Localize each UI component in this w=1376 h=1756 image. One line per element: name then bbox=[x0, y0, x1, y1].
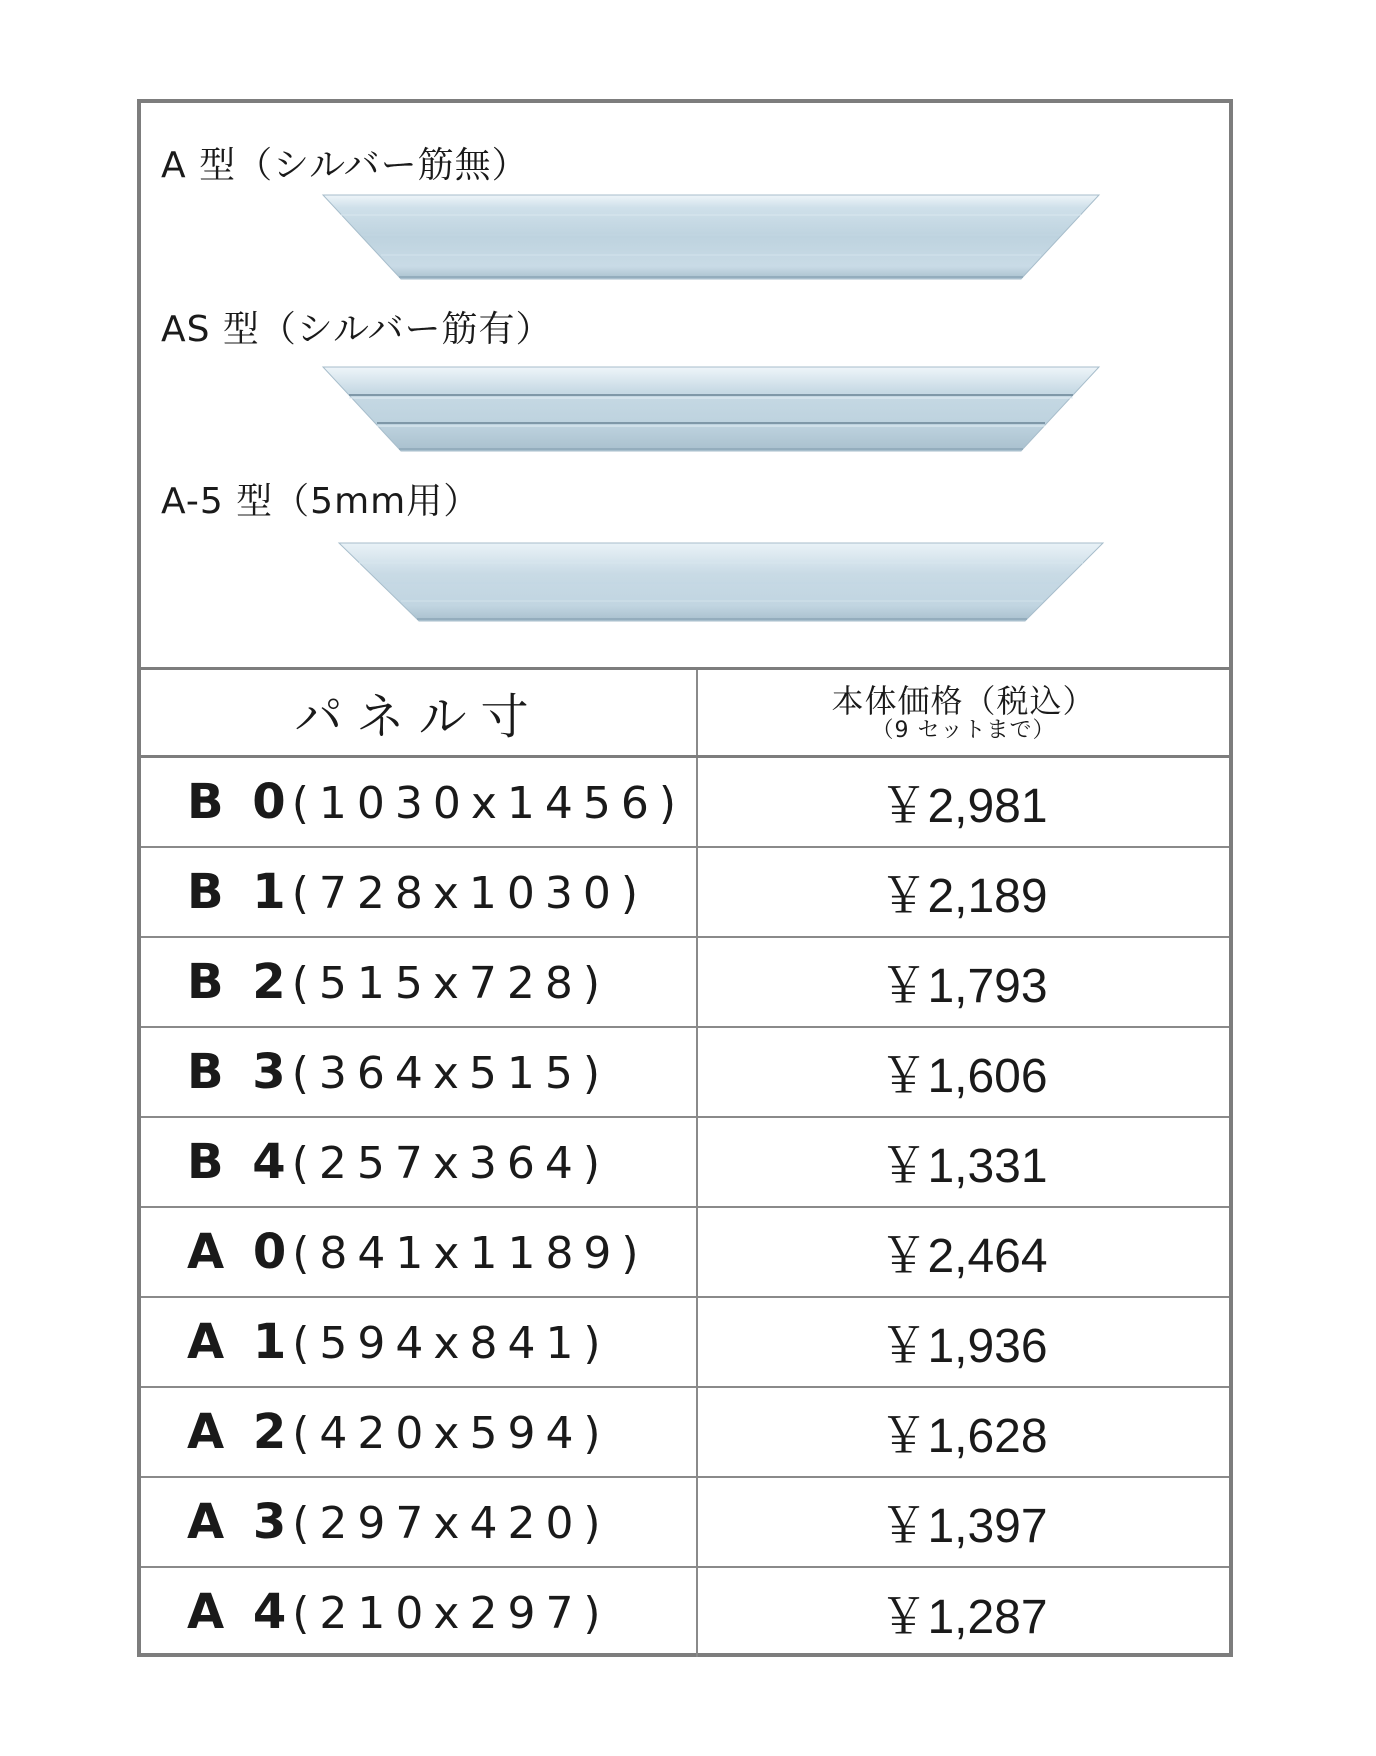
panel-size-cell bbox=[141, 1117, 697, 1207]
size-dimensions: (420x594) bbox=[292, 1407, 611, 1459]
molding-as-image bbox=[321, 365, 1101, 457]
size-code: A 4 bbox=[187, 1584, 293, 1640]
table-row bbox=[141, 1477, 1229, 1567]
size-code: B 4 bbox=[187, 1133, 292, 1190]
table-header-row bbox=[141, 669, 1229, 757]
panel-size-cell bbox=[141, 847, 697, 937]
header-price-label: 本体価格（税込） bbox=[831, 681, 1096, 720]
table-row bbox=[141, 1297, 1229, 1387]
panel-size-cell bbox=[141, 1387, 697, 1477]
size-code: A 3 bbox=[187, 1493, 293, 1550]
price-cell: ￥1,936 bbox=[697, 1297, 1229, 1387]
header-price-note: （9 セットまで） bbox=[871, 717, 1056, 743]
header-panel-size: パネル寸 bbox=[141, 669, 697, 757]
panel-size-cell bbox=[141, 1567, 697, 1657]
panel-size-cell bbox=[141, 1207, 697, 1297]
price-table bbox=[141, 667, 1229, 1657]
profile-label-as: AS 型（シルバー筋有） bbox=[161, 309, 553, 350]
size-code: B 1 bbox=[187, 863, 292, 920]
size-code: B 0 bbox=[187, 773, 292, 830]
table-row bbox=[141, 1567, 1229, 1657]
price-cell: ￥2,464 bbox=[697, 1207, 1229, 1297]
table-row bbox=[141, 757, 1229, 847]
profile-label-a5: A-5 型（5mm用） bbox=[161, 481, 481, 522]
size-code: A 1 bbox=[187, 1313, 293, 1370]
header-price bbox=[697, 669, 1229, 757]
size-dimensions: (257x364) bbox=[291, 1137, 611, 1189]
molding-a-image bbox=[321, 193, 1101, 285]
size-dimensions: (841x1189) bbox=[292, 1227, 649, 1279]
profile-label-a: A 型（シルバー筋無） bbox=[161, 145, 529, 186]
table-row bbox=[141, 847, 1229, 937]
size-code: B 2 bbox=[187, 953, 292, 1010]
table-body bbox=[141, 757, 1229, 1657]
size-dimensions: (1030x1456) bbox=[291, 777, 687, 829]
price-cell: ￥1,606 bbox=[697, 1027, 1229, 1117]
frame-profiles-section bbox=[141, 103, 1229, 667]
size-dimensions: (364x515) bbox=[291, 1047, 611, 1099]
price-cell: ￥1,793 bbox=[697, 937, 1229, 1027]
size-code: B 3 bbox=[187, 1043, 292, 1100]
price-cell: ￥2,981 bbox=[697, 757, 1229, 847]
price-cell: ￥1,331 bbox=[697, 1117, 1229, 1207]
table-row bbox=[141, 1387, 1229, 1477]
panel-size-cell bbox=[141, 757, 697, 847]
size-dimensions: (297x420) bbox=[292, 1497, 611, 1549]
molding-a5-image bbox=[337, 541, 1105, 625]
price-cell: ￥1,628 bbox=[697, 1387, 1229, 1477]
price-cell: ￥2,189 bbox=[697, 847, 1229, 937]
size-dimensions: (594x841) bbox=[292, 1317, 611, 1369]
table-row bbox=[141, 937, 1229, 1027]
panel-size-cell bbox=[141, 1477, 697, 1567]
price-cell: ￥1,287 bbox=[697, 1567, 1229, 1657]
panel-size-cell bbox=[141, 1027, 697, 1117]
size-dimensions: (515x728) bbox=[291, 957, 611, 1009]
price-cell: ￥1,397 bbox=[697, 1477, 1229, 1567]
table-row bbox=[141, 1027, 1229, 1117]
size-dimensions: (210x297) bbox=[292, 1588, 611, 1639]
panel-size-cell bbox=[141, 1297, 697, 1387]
size-code: A 0 bbox=[187, 1223, 293, 1280]
price-sheet-frame bbox=[137, 99, 1233, 1657]
table-row bbox=[141, 1207, 1229, 1297]
panel-size-cell bbox=[141, 937, 697, 1027]
table-row bbox=[141, 1117, 1229, 1207]
size-dimensions: (728x1030) bbox=[291, 867, 649, 919]
size-code: A 2 bbox=[187, 1403, 293, 1460]
